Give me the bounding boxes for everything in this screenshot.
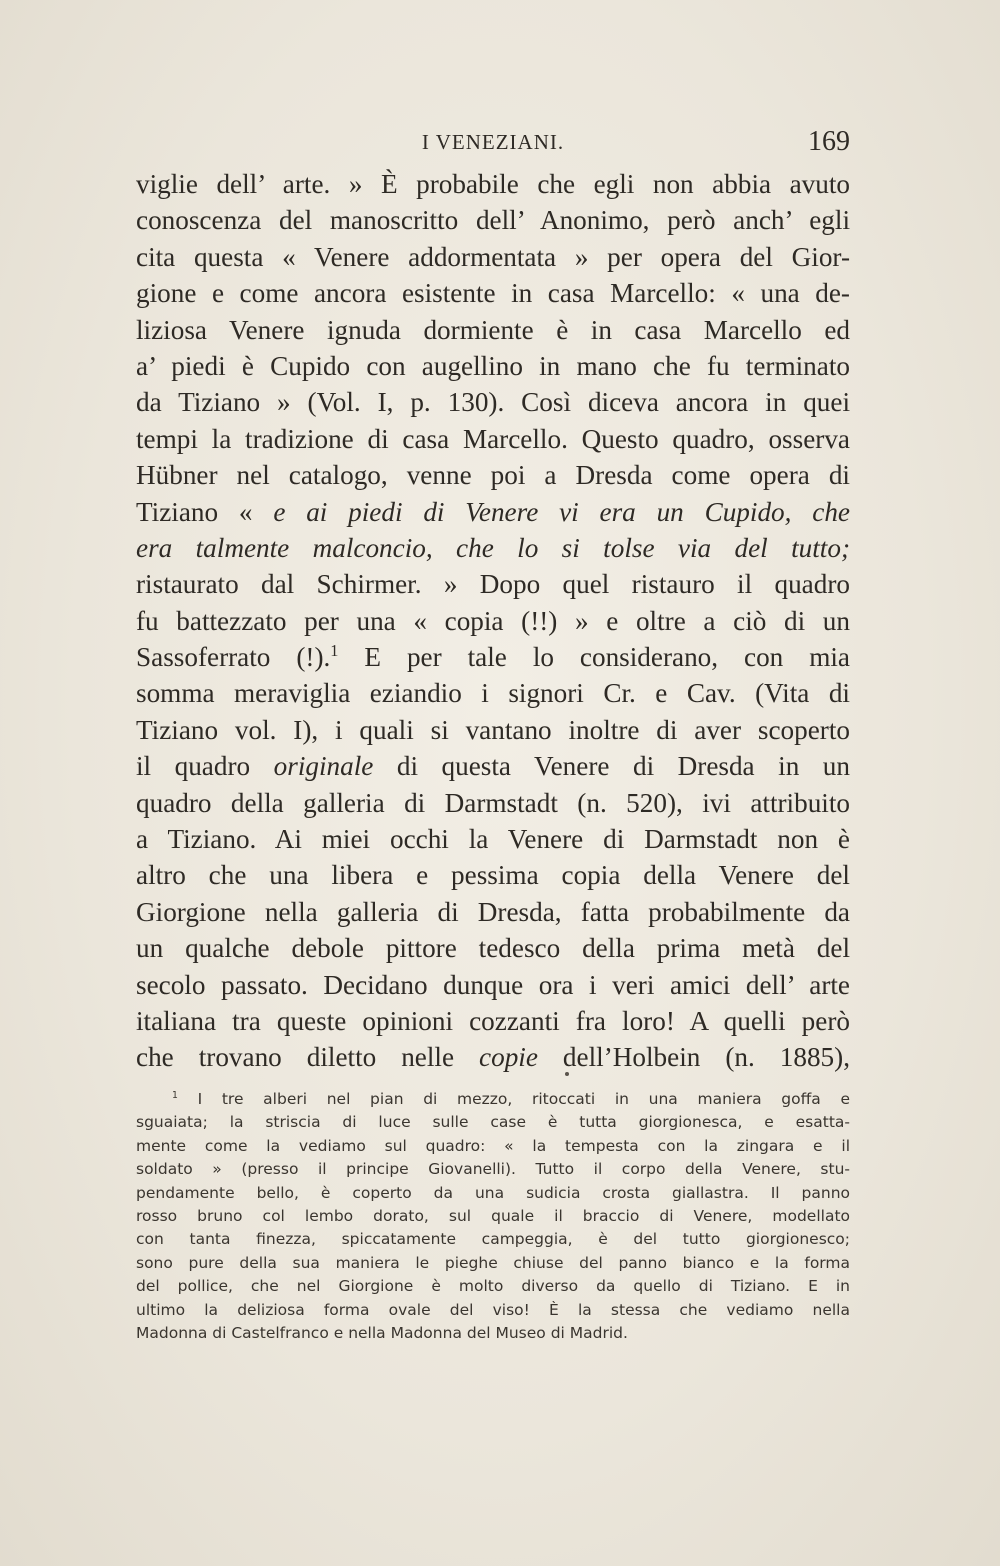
body-line: cita questa « Venere addormentata » per opera del Gior- [136, 241, 850, 272]
body-line: somma meraviglia eziandio i signori Cr. e Cav. (Vita di [136, 678, 850, 709]
footnote-line: sguaiata; la striscia di luce sulle case è tutta giorgionesca, e esatta- [136, 1113, 850, 1132]
body-line: quadro della galleria di Darmstadt (n. 520), ivi attribuito [136, 787, 850, 818]
body-line: un qualche debole pittore tedesco della prima metà del [136, 933, 850, 964]
footnote-line [136, 1088, 850, 1111]
italic-quote: era talmente malconcio, che lo si tolse via del tutto; [136, 532, 850, 563]
body-line: Tiziano vol. I), i quali si vantano inoltre di aver scoperto [136, 714, 850, 745]
running-head [136, 126, 850, 160]
body-line: da Tiziano » (Vol. I, p. 130). Così diceva ancora in quei [136, 387, 850, 418]
body-line: Giorgione nella galleria di Dresda, fatta probabilmente da [136, 896, 850, 927]
body-line: altro che una libera e pessima copia della Venere del [136, 860, 850, 891]
text-run: I tre alberi nel pian di mezzo, ritoccati in una maniera goffa e [197, 1090, 850, 1108]
body-line: italiana tra queste opinioni cozzanti fra loro! A quelli però [136, 1005, 850, 1036]
text-run: di questa Venere di Dresda in un [373, 751, 850, 782]
body-line: gione e come ancora esistente in casa Marcello: « una de- [136, 278, 850, 309]
footnote-line: rosso bruno col lembo dorato, sul quale il braccio di Venere, modellato [136, 1206, 850, 1225]
text-run: che trovano diletto nelle [136, 1042, 480, 1073]
separator-dot [565, 1072, 569, 1076]
text-run: Sassoferrato (!). [136, 642, 331, 673]
italic-word: originale [273, 751, 374, 782]
body-line: Hübner nel catalogo, venne poi a Dresda come opera di [136, 460, 850, 491]
body-line: conoscenza del manoscritto dell’ Anonimo, però anch’ egli [136, 205, 850, 236]
footnote-marker: 1 [172, 1089, 178, 1101]
text-run: il quadro [136, 751, 274, 782]
body-line: secolo passato. Decidano dunque ora i veri amici dell’ arte [136, 969, 850, 1000]
italic-quote: e ai piedi di Venere vi era un Cupido, che [273, 496, 850, 527]
body-line [136, 748, 850, 784]
body-line: viglie dell’ arte. » È probabile che egli non abbia avuto [136, 169, 850, 199]
body-line [136, 530, 850, 566]
footnote-reference: 1 [330, 641, 339, 661]
italic-word: copie [479, 1042, 538, 1073]
footnote-line: Madonna di Castelfranco e nella Madonna del Museo di Madrid. [136, 1323, 628, 1342]
footnote-line: del pollice, che nel Giorgione è molto diverso da quello di Tiziano. E in [136, 1277, 850, 1296]
body-line: a’ piedi è Cupido con augellino in mano che fu terminato [136, 350, 850, 381]
body-line [136, 1039, 850, 1075]
page-number: 169 [808, 126, 850, 157]
text-run: dell’Holbein (n. 1885), [537, 1042, 850, 1073]
body-line [136, 494, 850, 530]
footnote-line: con tanta finezza, spiccatamente campeggia, è del tutto giorgionesco; [136, 1230, 850, 1249]
body-text [136, 166, 850, 1076]
body-line: tempi la tradizione di casa Marcello. Questo quadro, osserva [136, 423, 850, 454]
text-run: E per tale lo considerano, con mia [338, 642, 850, 673]
running-title: I VENEZIANI. [421, 130, 565, 154]
text-run: Tiziano « [136, 496, 274, 527]
footnote-block [136, 1088, 850, 1345]
body-line: liziosa Venere ignuda dormiente è in casa Marcello ed [136, 314, 850, 345]
footnote-line: sono pure della sua maniera le pieghe chiuse del panno bianco e la forma [136, 1253, 850, 1272]
footnote-line: mente come la vediamo sul quadro: « la tempesta con la zingara e il [136, 1136, 850, 1155]
body-line: ristaurato dal Schirmer. » Dopo quel ristauro il quadro [136, 569, 850, 600]
body-line [136, 639, 850, 675]
footnote-line: soldato » (presso il principe Giovanelli). Tutto il corpo della Venere, stu- [136, 1160, 850, 1179]
footnote-line: pendamente bello, è coperto da una sudicia crosta giallastra. Il panno [136, 1183, 850, 1202]
body-line: a Tiziano. Ai miei occhi la Venere di Darmstadt non è [136, 824, 850, 855]
footnote-line: ultimo la deliziosa forma ovale del viso! È la stessa che vediamo nella [136, 1300, 850, 1319]
body-line: fu battezzato per una « copia (!!) » e oltre a ciò di un [136, 605, 850, 636]
